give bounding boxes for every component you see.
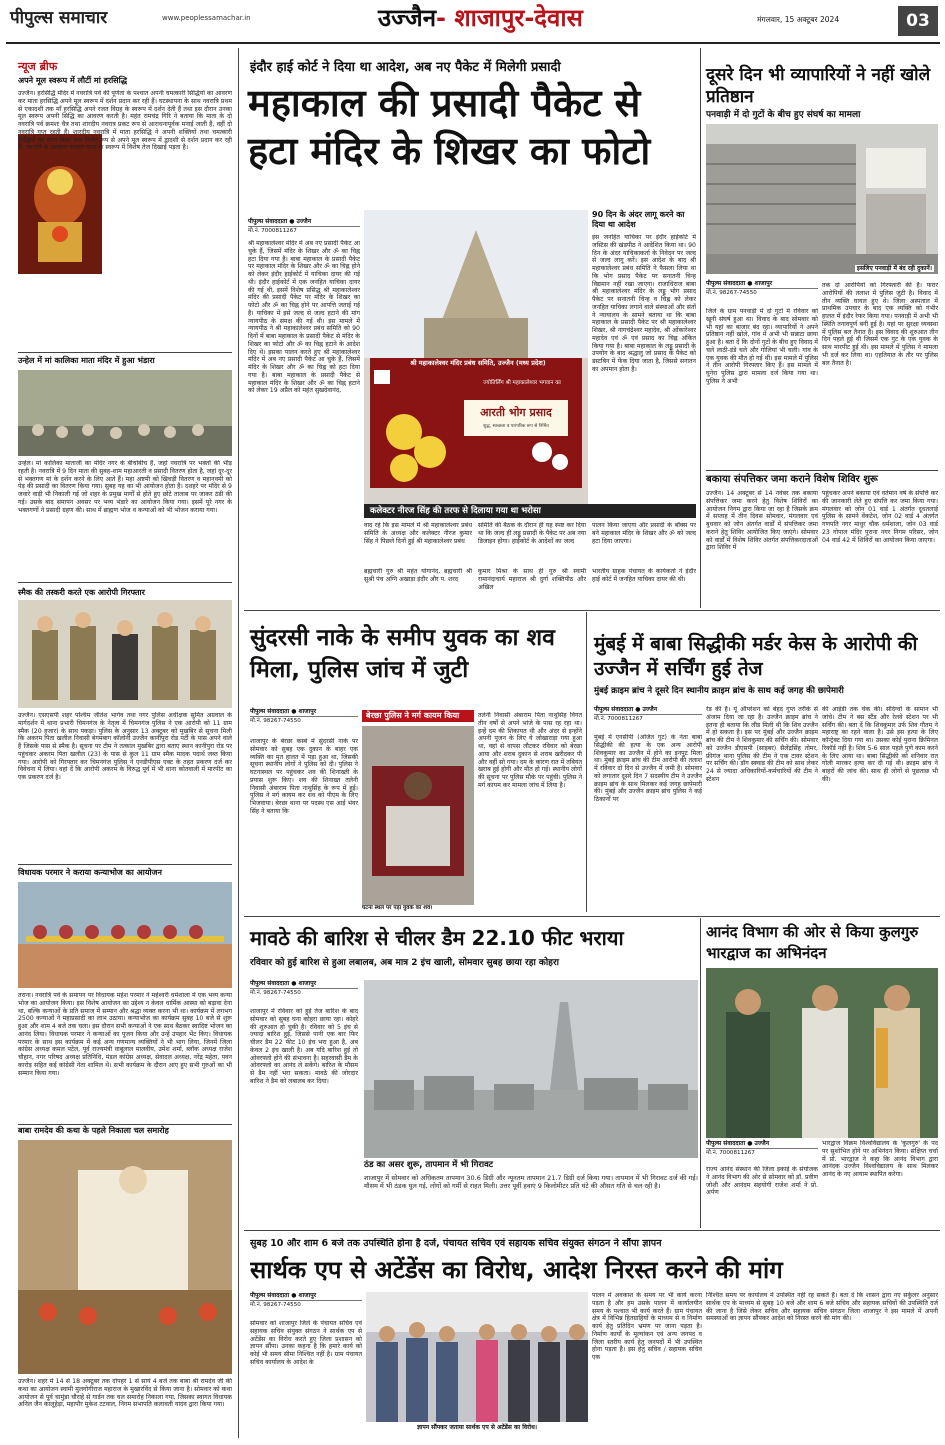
top-byline [248,218,360,235]
top-box-title: 90 दिन के अंदर लागू करने का दिया था आदेश [592,210,685,230]
midright-headline: मुंबई में बाबा सिद्धीकी मर्डर केस के आरोपी की उज्जैन में सर्चिंग हुई तेज [594,633,918,681]
mid-rule-2 [244,916,940,917]
midleft-col2: तलेनी निवासी अंबाराम पिता नाथुसिंह विगत तीन वर्षों से अपने भांजे के पास रह रहा था। इन्हें दम की शिकायत थी और अंदर से इन्होंने अपनी पूजन के लिए ये जोखाराड़ा गया हुआ था, वहां से वापस लौटकर रविवार को बेरछा आया और शराब दुकान से शराब खरीदकर पी और वहीं सो गया। दम के कारण रात में तबियत खराब हुई होगी और मौत हो गई। स्थानीय लोगों की सूचना पर पुलिस मौके पर पहुंची। पुलिस ने मर्ग कायम कर मामला जांच में लिया है। [478,712,582,789]
shutters-icon [706,124,938,274]
bottom-byline-text: पीपुल्स संवाददाता ● शाजापुर [250,1292,317,1299]
top-kicker: इंदौर हाई कोर्ट ने दिया था आदेश, अब नए पैकेट में मिलेगी प्रसादी [250,60,561,75]
kanyabhoj-photo [18,882,232,988]
top-row3: पालन किया जाएगा और प्रसादी के बॉक्स पर बने महाकाल मंदिर के शिखर और ॐ को जल्द हटा दिया जाएगा। [592,522,696,545]
anand-byline [706,1140,818,1157]
news-brief-label: न्यूज ब्रीफ [18,60,58,73]
brief-sep-2 [18,582,232,583]
photo-label: आरती भोग प्रसाद [480,406,552,419]
felicitation-photo [706,968,938,1138]
fog-photo [364,980,698,1158]
fog-caption: ठंड का असर शुरू, तापमान में भी गिरावट [364,1160,494,1170]
edition-rest: - शाजापुर-देवास [436,4,583,32]
arrest-photo [18,600,232,708]
midleft-byline [250,708,358,725]
midleft-ribbon: बेरछा पुलिस ने मर्ग कायम किया [362,710,474,722]
photo-sub: ज्योतिर्लिंग श्री महाकालेश्वर भगवान का [483,380,561,386]
right1-byline-text: पीपुल्स संवाददाता ● शाजापुर [706,280,773,287]
website[interactable]: www.peoplessamachar.in [162,14,251,22]
left-column-divider [238,48,239,1438]
dam-divider [700,918,701,1228]
masthead-rule [6,42,940,44]
bottom-col2: पालन में अवकाश के समय पर भी कार्य करना पड़ता है और हम उसके पालन में कार्यालयीन समय के पश्चात भी कार्य करते हैं। ग्राम पंचायत क्षेत्र में विभिन्न हितग्राहियों के माध्यम से व निर्माण कार्य हेतु प्रतिदिन भ्रमण पर जाना पड़ता है। निर्माण कार्यों के मूल्यांकन एवं अन्य जनपद व जिला स्तरीय कार्य हेतु जनपदों में भी उपस्थित होना पड़ता है। इस हेतु सचिव / सहायक सचिव एक [592,1292,702,1361]
brief3-body: उज्जैन। एसएसपी शहर पश्चिम जीतेश भार्गव तथा नगर पुलिस अधीक्षक सुमित अग्रवाल के मार्गदर्शन में थाना प्रभारी चिमनगंज के नेतृत्व में चिमनगंज पुलिस ने एक आरोपी को 11 ग्राम स्मैक (20 हजार) के साथ पकड़ा। पुलिस के अनुसार 13 अक्टूबर को मुखबिर से सूचना मिली कि अकरम पिता खलील निवासी बेगमबाग कॉलोनी उज्जैन कानीपुरा रोड पर्टी के पास अपने वाले है जिसके पास से स्मैक है। सूचना पर टीम ने तत्काल मुखबिर द्वारा बताए स्थान कानीपुरा रोड पर पहुंचकर अकरम पिता खलील (23) के पास से कुल 11 ग्राम स्मैक मादक पदार्थ जब्त किया गया। आरोपी को गिरफ्तार कर चिमनगंज पुलिस ने एनडीपीएस एक्ट के तहत प्रकरण दर्ज कर विवेचना में लिया। वहां दें कि आरोपी अकरम के विरुद्ध पूर्व में भी थाना कोतवाली में मारपीट का एक प्रकरण दर्ज है। [18,712,232,781]
ramdev-photo [18,1140,232,1374]
brief-sep-1 [18,352,232,353]
right1-s2-col1: उज्जैन। 14 अक्टूबर से 14 नवंबर तक बकाया संपत्तिकर जमा करने हेतु विशेष शिविरों का आयोजन निगम द्वारा किया जा रहा है जिसके क्रम में सप्ताह में तीन दिवस सोमवार, मंगलवार एवं बुधवार को जोन अंतर्गत वार्डों में संपत्तिकर जमा कराने हेतु शिविर आयोजित किए जाएंगे। सोमवार को वार्डों में विशेष शिविर अंतर्गत संपत्तिकरदाताओं द्वारा शिविर में [706,490,818,552]
brief1-body: उज्जैन। हरसिद्धि मंदिर में नवरात्रि पर्व की पूर्णता के पश्चात अपनी चमत्कारी सिद्धियों का आवरण कर माता हरसिद्धि अपने मूल स्वरूप में दर्शन प्रदान कर रही हैं। घटस्थापना के साथ नवरात्रि प्रथम से एकादशी तक माँ हरसिद्धि अपने रजत विग्रह के स्वरूप में दर्शन देती हैं तथा इस दौरान उनका मूल स्वरूप अपनी सिद्धि का आवरण करती है। महंत रामचंद्र गिरि ने बताया कि माता के दो नवरात्रि पर्व क्रमशः चैत्र तथा शारदीय नवरात्र प्रकट रूप से आराधनापूर्वक मनाई जाती हैं, वहीं दो नवरात्रि गुप्त रहती हैं। शारदीय नवरात्रि में माता हरसिद्धि ने अपनी शक्तियों तथा चमत्कारी सिद्धियों का वरण किया तथा निर्मल रूप से अपने मूल स्वरूप में द्वादशी से दर्शन प्रदान कर रही हैं। नवरात्रि के आवरण पश्चात माता के स्वरूप में विशेष तेज दिखाई पड़ता है। [18,90,232,152]
brief4-title: विधायक परमार ने कराया कन्याभोज का आयोजन [18,868,162,877]
midleft-byline-text: पीपुल्स संवाददाता ● शाजापुर [250,708,317,715]
page-number: 03 [898,6,938,36]
brief2-body: उन्हेल। मां कालिका माताजी का मंदिर नगर के बीचोंबीच है, जहां नवरात्रि पर भक्तों की भीड़ रहती है। नवरात्रि में 9 दिन माता की सुबह-शाम महाआरती व प्रसादी वितरण होता है, जहां दूर-दूर से भक्तगण मां के दर्शन करने के लिए आते हैं। महा अष्टमी को खिचड़ी वितरण व महानवमी को पेड़ की प्रसादी का वितरण किया गया। सुबह यह का भी आयोजन होता है। दशहरे पर मंदिर से 9 जवारे वाड़ी भी निकाली गई जो शहर के प्रमुख मार्गों से होते हुए छोटे तालाब पर जाकर ठंडी की गई। उसके बाद समापन अवसर पर भव्य भंडारे का आयोजन किया गया। इसमें पूरे नगर के भक्तगणों ने प्रसादी ग्रहण की। साथ में ब्राह्मण भोज व कन्याओं को भी भोजन कराया गया। [18,460,232,514]
dam-sub: रविवार को हुई बारिश से हुआ लबालब, अब मात्र 2 इंच खाली, सोमवार सुबह छाया रहा कोहरा [250,958,559,968]
paper-logo: पीपुल्स समाचार [10,8,108,28]
top-byline-text: पीपुल्स संवाददाता ● उज्जैन [248,218,312,225]
shops-photo-caption: इसलिए पनवाड़ी में बंद रही दुकानें। [856,264,932,272]
shops-photo [706,124,938,274]
bottom-phone: मो.नं. 98267-74550 [250,1300,362,1309]
anand-phone: मो.नं. 7000811267 [706,1148,818,1157]
bottom-headline: सार्थक एप से अटेंडेंस का विरोध, आदेश निरस्त करने की मांग [250,1256,783,1284]
anand-headline: आनंद विभाग की ओर से किया कुलगुरु भारद्वाज का अभिनंदन [706,923,919,962]
midright-col3: की आईडी तक चेक की। संदिग्धों के सामान भी जांचे। टीम ने बस स्टैंड और रेलवे स्टेशन पर भी सर्चिंग की। बता दें कि शिवकुमार उर्फ शिव गौतम ने महाराष्ट्र का रहने वाला है। उसे इस हत्या के लिए कॉन्ट्रेक्ट दिया गया था। उसका कोई पुराना क्रिमिनल रिकॉर्ड नहीं है। शिव 5-6 साल पहले पुणे काम करने के लिए आया था। बाबा सिद्धीकी को शनिवार रात गोली मारकर हत्या कर दी गई थी। क्राइम ब्रांच ने बाहरों की जांच की। साथ ही लोगों से पूछताछ भी की। [822,706,938,783]
mid-rule [244,610,940,611]
procession-icon [18,1140,232,1374]
brief3-title: स्मैक की तस्करी करते एक आरोपी गिरफ्तार [18,588,145,597]
photo-banner: श्री महाकालेश्वर मंदिर प्रबंध समिति, उज्जैन (मध्य प्रदेश) [410,359,546,367]
brief-sep-4 [18,1124,232,1125]
crowd-icon [18,370,232,456]
brief-sep-3 [18,864,232,865]
brief2-title: उन्हेल में मां कालिका माता मंदिर में हुआ भंडारा [18,356,155,365]
right1-s2-title: बकाया संपत्तिकर जमा कराने विशेष शिविर शुरू [706,474,878,485]
top-caption-bar: कलेक्टर नीरज सिंह की तरफ से दिलाया गया था भरोसा [364,504,696,518]
midright-byline [594,706,702,723]
top-bottom3: भारतीय ग्राहक पंचायत के कार्यकर्ता ने इंदौर हाई कोर्ट में जनहित याचिका दायर की थी। [592,568,696,583]
top-bottom2: कुमार मिश्रा के साथ ही गुरु श्री स्वामी रामानंदाचार्य महाराज श्री दुर्गा शक्तिपीठ और अखिल [478,568,586,591]
right1-sub: पनवाड़ी में दो गुटों के बीच हुए संघर्ष का मामला [706,110,861,120]
top-headline: महाकाल की प्रसादी पैकेट से हटा मंदिर के शिखर का फोटो [248,81,651,173]
edition-title [378,4,583,33]
anand-col1: राज्य आनंद संस्थान की जिला इकाई के संयोजक ने आनंद विभाग की ओर से सोमवार को डॉ. प्रवीण जोशी और आनंदम सहयोगी राजेश शर्मा ने प्रो. अर्पण [706,1166,818,1197]
prasad-photo [364,210,588,508]
top-box-body: इस जनहित याचिका पर इंदौर हाईकोर्ट में जस्टिस की खंडपीठ ने आदेशित किया था। 90 दिन के अंदर याचिकाकर्ता के निवेदन पर जल्द से जल्द लागू करें। इस आदेश के बाद श्री महाकालेश्वर प्रबंध समिति ने फैसला लिया था कि भोग प्रसाद पैकेट पर सनातनी चिन्ह विद्यमान नहीं रखा जाएगा। राजाधिराज बाबा श्री महाकालेश्वर मंदिर के लड्डू भोग प्रसाद पैकेट पर सनातनी चिन्ह व चिह्न को लेकर जनहित याचिका लगाने वाले संस्थाओं और संतों ने न्यायालय के सामने बताया था कि बाबा महाकाल के प्रसादी पैकेट पर श्री महाकालेश्वर शिखर, श्री नागचंद्रेश्वर महादेव, श्री ओंकारेश्वर महादेव एवं ॐ एवं प्रसाद का चिह्न अंकित किया गया है। बाबा महाकाल के लड्डू प्रसादी के उपयोग के बाद श्रद्धालु जो प्रसाद के पैकेट को डस्टबिन में फेंक दिया जाता है, जिससे सनातन का अपमान होता है। [592,234,696,373]
bottom-kicker: सुबह 10 और शाम 6 बजे तक उपस्थिति होना है दर्ज, पंचायत सचिव एवं सहायक सचिव संयुक्त संगठन ने सौंपा ज्ञापन [250,1238,662,1249]
dam-byline [250,980,358,997]
right1-sep [706,470,938,471]
masthead [0,0,945,46]
dam-phone: मो.नं. 98267-74550 [250,988,358,997]
dam-byline-text: पीपुल्स संवाददाता ● शाजापुर [250,980,317,987]
dining-icon [18,882,232,988]
brief5-body: उज्जैन। शहर में 14 से 18 अक्टूबर तक दोपहर 1 से सायं 4 बजे तक बाबा श्री रामदेव जी की कथा का आयोजन स्वामी मुलगोगीराज महाराज के मुखारविंद से किया जाना है। सोमवार को कथा आयोजन से पूर्व चामुंडा चौराहे से गार्डन तक चल समारोह निकाला गया, जिसका स्वागत विधायक अनिल जैन कालूहेड़ा, महापौर मुकेश टटवाल, निगम सभापति कलावती यादव द्वारा किया गया। [18,1378,232,1409]
top-row2: समिति की बैठक के दौरान ही यह स्पष्ट कर दिया था कि जल्द ही लड्डू प्रसादी के पैकेट पर अब नया डिजाइन होगा। हाईकोर्ट के आदेशों का जल्द [478,522,586,545]
body-on-ground-icon [362,726,474,912]
mid-divider [586,612,587,912]
felicitation-icon [706,968,938,1138]
top-row1: वाद रहे कि इस मामले में श्री महाकालेश्वर प्रबंध समिति के अध्यक्ष और कलेक्टर नीरज कुमार सिंह ने पिछले दिनों हुई श्री महाकालेश्वर प्रबंध [364,522,472,545]
midright-sub: मुंबई क्राइम ब्रांच ने दूसरे दिन स्थानीय क्राइम ब्रांच के साथ कई जगह की छापेमारी [594,686,844,696]
right1-byline [706,280,818,297]
midleft-col1: शाजापुर के बेरछा कस्बे में सुंदरसी नाके पर सोमवार को सुबह एक दुकान के बाहर एक व्यक्ति का मृत हालत में पड़ा हुआ था, जिसकी सूचना स्थानीय लोगों ने पुलिस को दी। पुलिस ने घटनास्थल पर पहुंचकर शव की शिनाख्ती के प्रयास शुरू किए। शव की शिनाख्त तलेनी निवासी अंबाराम पिता नाथुसिंह के रूप में हुई। पुलिस ने मर्ग कायम कर शव को पीएम के लिए भिजवाया। बेरछा थाना पर पदस्थ एस आई भंवर सिंह ने बताया कि [250,738,358,815]
dam-col1: शाजापुर में रविवार को हुई तेज बारिश के बाद सोमवार को सुबह घना कोहरा छाया रहा। कोहरे की शुरुआत हो चुकी है। रविवार को 5 इंच से ज्यादा बारिश हुई, जिससे पानी एक बार फिर चीलर डैम 22 फीट 10 इंच भरा हुआ है, अब केवल 2 इंच खाली है। अब यदि बारिश हुई तो ओवरफ्लो होने की संभावना है। सहरवासी डैम के ओवरफ्लो का आनंद ले सकेंगे। बारिश के मौसम से डैम नहीं भरा सकता। मावठे की जोरदार बारिश ने डैम को लबालब कर दिया। [250,1008,358,1085]
midleft-headline: सुंदरसी नाके के समीप युवक का शव मिला, पुलिस जांच में जुटी [250,625,555,684]
memo-photo [366,1292,588,1422]
right1-headline: दूसरे दिन भी व्यापारियों ने नहीं खोले प्रतिष्ठान [706,65,931,108]
top-col1: श्री महाकालेश्वर मंदिर में अब नए प्रसादी पैकेट आ चुके हैं, जिसमें मंदिर के शिखर और ॐ का चिह्न हटा दिया गया है। बाबा महाकाल के प्रसादी पैकेट पर महाकाल मंदिर के शिखर और ॐ का चिह्न होने को लेकर इंदौर हाईकोर्ट में याचिका दायर की गई थी। इंदौर हाईकोर्ट में एक जनहित याचिका दायर की गई थी, इसमें विशेष प्रसिद्ध श्री महाकालेश्वर मंदिर की प्रसादी पैकेट पर मंदिर के शिखर का फोटो और ॐ का चिह्न होने पर आपत्ति जताई गई है। याचिका में इसे जल्द से जल्द हटाने की मांग न्यायपीठ के समक्ष की गई थी। इस मामले में न्यायपीठ ने श्री महाकालेश्वर प्रबंध समिति को 90 दिनों में बाबा महाकाल के प्रसादी पैकेट से मंदिर के शिखर का फोटो और ॐ का चिह्न हटाने के आदेश दिए थे। इसका पालन करते हुए श्री महाकालेश्वर मंदिर में अब नए प्रसादी पैकेट आ चुके हैं, जिसमें मंदिर के शिखर और ॐ का चिह्न को हटा दिया गया है। बाबा महाकाल के प्रसादी पैकेट से महाकाल मंदिर के शिखर और ॐ का चिह्न हटाने को लेकर 19 अप्रैल को महंत सुखदेवानंद, [248,240,360,395]
brief4-body: तराना। नवरात्रि पर्व के समापन पर विधायक महेश परमार ने महेश्वरी धर्मशाला में एक भव्य कन्या भोज का आयोजन किया। इस विशेष आयोजन का उद्देश्य न केवल धार्मिक आस्था को बढ़ावा देना था, बल्कि कन्याओं के प्रति समाज में सम्मान और श्रद्धा व्यक्त करना भी था। कार्यक्रम में लगभग 2500 कन्याओं ने महाप्रसादी का लाभ उठाया। कन्याभोज का कार्यक्रम सुबह 10 बजे से शुरू हुआ और शाम 4 बजे तक चला। इस दौरान सभी कन्याओं ने एक साथ बैठकर स्वादिष्ट भोजन का आनंद लिया। विधायक परमार ने कन्याओं का पूजन किया और उन्हें उपहार भेंट किए। विधायक परमार के साथ इस कार्यक्रम में कई अन्य गणमान्य व्यक्तियों ने भी भाग लिया, जिनमें जिला कांग्रेस अध्यक्ष कमल पटेल, पूर्व राज्यमंत्री वाबूलाल मालवीय, उमेश शर्मा, ब्लॉक अध्यक्ष राजेश चौहान, नगर परिषद अध्यक्ष प्रतिनिधि, मंडल कांग्रेस अध्यक्ष, सेवादल अध्यक्ष, नरेंद्र महेता, पवन कारोड़ सहित कई कांग्रेसी नेता शामिल थे। सभी कार्यक्रम के दौरान आए हुए सभी गुरुओं का भी सम्मान किया गया। [18,992,232,1077]
midright-phone: मो.नं. 7000811267 [594,714,702,723]
edition-main: उज्जैन [378,4,437,32]
right1-col2: तक दो आरोपियों को गिरफ्तारी की है। फरार आरोपियों की तलाश में पुलिस जुटी है। विवाद में तीन व्यक्ति घायल हुए थे। जिला अस्पताल में प्राथमिक उपचार के बाद एक व्यक्ति को गंभीर हालत में इंदौर रेफर किया गया। पनवाड़ी में अभी भी स्थिति तनावपूर्ण बनी हुई है। यहां पर सुरक्षा व्यवस्था में पुलिस बल तैनात है। इस विवाद की शुरुआत तीन दिन पहले हुई थी जिसमें एक गुट के एक युवक के साथ मारपीट हुई थी। इस मामले में पुलिस ने मामला भी दर्ज कर लिया था। एहतियात के तौर पर पुलिस बल तैनात है। [822,282,938,367]
midright-col1: मुंबई में एनसीपी (अजित गुट) के नेता बाबा सिद्धीकी की हत्या के एक अन्य आरोपी शिवकुमार का उज्जैन में होने का इनपुट मिला था। मुंबई क्राइम ब्रांच की टीम आरोपी की तलाश में रविवार दो दिन से उज्जैन में जमी है। सोमवार को लगातार दूसरे दिन 7 सदस्यीय टीम ने उज्जैन क्राइम ब्रांच के साथ मिलकर कई जगह छापेमारी की। मुंबई और उज्जैन क्राइम ब्रांच पुलिस ने कई ठिकानों पर [594,734,702,803]
memo-caption: ज्ञापन सौंपकर जताया सार्थक एप से अटेंडेंस का विरोध। [416,1424,538,1431]
brief5-title: बाबा रामदेव की कथा के पहले निकाला चल समारोह [18,1126,169,1135]
bottom-col1: सोमवार को शाजापुर जिले के पंचायत सचिव एवं सहायक सचिव संयुक्त संगठन ने सार्थक एप से अटेंडेंस का विरोध करते हुए जिला प्रशासन को ज्ञापन सौंपा। उनका कहना है कि हमारे कार्य को कोई भी समय सीमा निश्चित नहीं है। ग्राम पंचायत सचिव कार्यालय के आदेश के [250,1320,362,1366]
top-right-divider [700,48,701,608]
top-phone: मो.नं. 7000811267 [248,226,360,235]
brief1-title: अपने मूल स्वरूप में लौटीं मां हरसिद्धि [18,76,128,85]
police-group-icon [18,600,232,708]
right1-col1: जिले के ग्राम पनवाड़ी में दो गुटों में रविवार को खूनी संघर्ष हुआ था। विवाद के बाद सोमवार को भी यहां का बाजार बंद रहा। व्यापारियों ने अपने प्रतिष्ठान नहीं खोले, गांव में अभी भी सन्नाटा छाया हुआ है। बता दें कि दोनों गुटों के बीच हुए विवाद में चले लाठी-डंडे चले और गोलियां भी चली। गांव के एक युवक की मौत हो गई थी। इस मामले में पुलिस ने तीन आरोपी गिरफ्तार किए हैं। इस मामले में घुनेरा पुलिस द्वारा मामला दर्ज किया गया था। पुलिस ने अभी [706,308,818,385]
memorandum-crowd-icon [366,1292,588,1422]
bottom-col3: निश्चित समय पर कार्यालय में उपस्थित नहीं रह सकते हैं। बता दें कि शासन द्वारा नए सर्कुलर अनुसार सार्थक एप के माध्यम से सुबह 10 बजे और शाम 6 बजे सचिव और सहायक सचिवों की उपस्थिति दर्ज की जाना है जिसे लेकर सचिव और सहायक सचिव संगठन जिला शाजापुर ने इस मामले में अपनी समस्याओं का ज्ञापन सौंपकर आदेश को निरस्त करने की मांग की। [706,1292,938,1323]
midright-byline-text: पीपुल्स संवाददाता ● उज्जैन [594,706,658,713]
dam-headline: मावठे की बारिश से चीलर डैम 22.10 फीट भराया [250,926,624,950]
photo-note: शुद्ध, स्वच्छता व पारंपरिक रूप से निर्मित [483,424,549,429]
anand-col2: भारद्वाज विक्रम विश्वविद्यालय के 'कुलगुरु' के पद पर सुशोभित होने पर अभिनंदन किया। संक्षिप्त चर्चा में प्रो. भारद्वाज ने कहा कि आनंद विभाग द्वारा आनंदक उज्जैन विश्वविद्यालय के साथ मिलकर आनंद के नए आयाम स्थापित करेगा। [822,1140,938,1178]
right1-s2-col2: पहुंचकर अपने बकाया एवं वर्तमान वर्ष के संपत्ति कर की जानकारी लेते हुए संपत्ति कर जमा किया गया। मंगलवार को जोन 01 वार्ड 1 अंतर्गत दूधतलाई पुलिस के सामने वेंकटेश, जोन 02 वार्ड 4 अंतर्गत गणपति नगर माधुर चौक धर्मशाला, जोन 03 वार्ड 23 गोपाल मंदिर पुराना नगर निगम परिसर, जोन 04 वार्ड 42 में शिविरों का आयोजन किया जाएगा। [822,490,938,544]
date: मंगलवार, 15 अक्टूबर 2024 [757,15,840,24]
body-photo-caption: घटना स्थल पर पड़ा युवक का शव। [362,905,474,912]
bottom-rule [244,1230,940,1231]
midleft-phone: मो.नं. 98267-74550 [250,716,358,725]
foggy-town-icon [364,980,698,1158]
midright-col2: रेड की है। यूं ऑपरेशन को बेहद गुप्त तरीके से अंजाम दिया जा रहा है। उज्जैन क्राइम ब्रांच ने इतना ही बताया कि लीड मिली थी कि शिव उज्जैन में हो सकता है। इस पर मुंबई और उज्जैन क्राइम ब्रांच की टीम ने शिवकुमार की सर्चिंग की। सोमवार को उज्जैन डीएसपी (साइबर) सैलेंद्रसिंह तोमर, फ्रीगंज थाना पुलिस की टीम ने एक टावर स्टेशन पर सर्चिंग की। डॉग स्क्वाड की टीम को साथ लेकर 24 से ज्यादा अधिकारियों-कर्मचारियों की टीम ने स्टेशन [706,706,818,783]
fog-text: शाजापुर में सोमवार को अधिकतम तापमान 30.6 डिग्री और न्यूनतम तापमान 21.7 डिग्री दर्ज किया गया। तापमान में भी गिरावट दर्ज की गई। मौसम में भी ठंडक घुल गई, लोगों को गर्मी से राहत मिली। उत्तर पूर्वी हवाएं 9 किलोमीटर प्रति घंटे की औसत गति से चल रही है। [364,1174,698,1191]
bhandara-photo [18,370,232,456]
anand-byline-text: पीपुल्स संवाददाता ● उज्जैन [706,1140,770,1147]
right1-phone: मो.नं. 98267-74550 [706,288,818,297]
top-bottom1: ब्रह्मचारी गुरु श्री महंत योगानंद, ब्रह्मचारी श्री सुश्री पंच अग्नि अखाड़ा इंदौर और प. शरद [364,568,472,583]
bottom-byline [250,1292,362,1309]
body-photo [362,726,474,912]
